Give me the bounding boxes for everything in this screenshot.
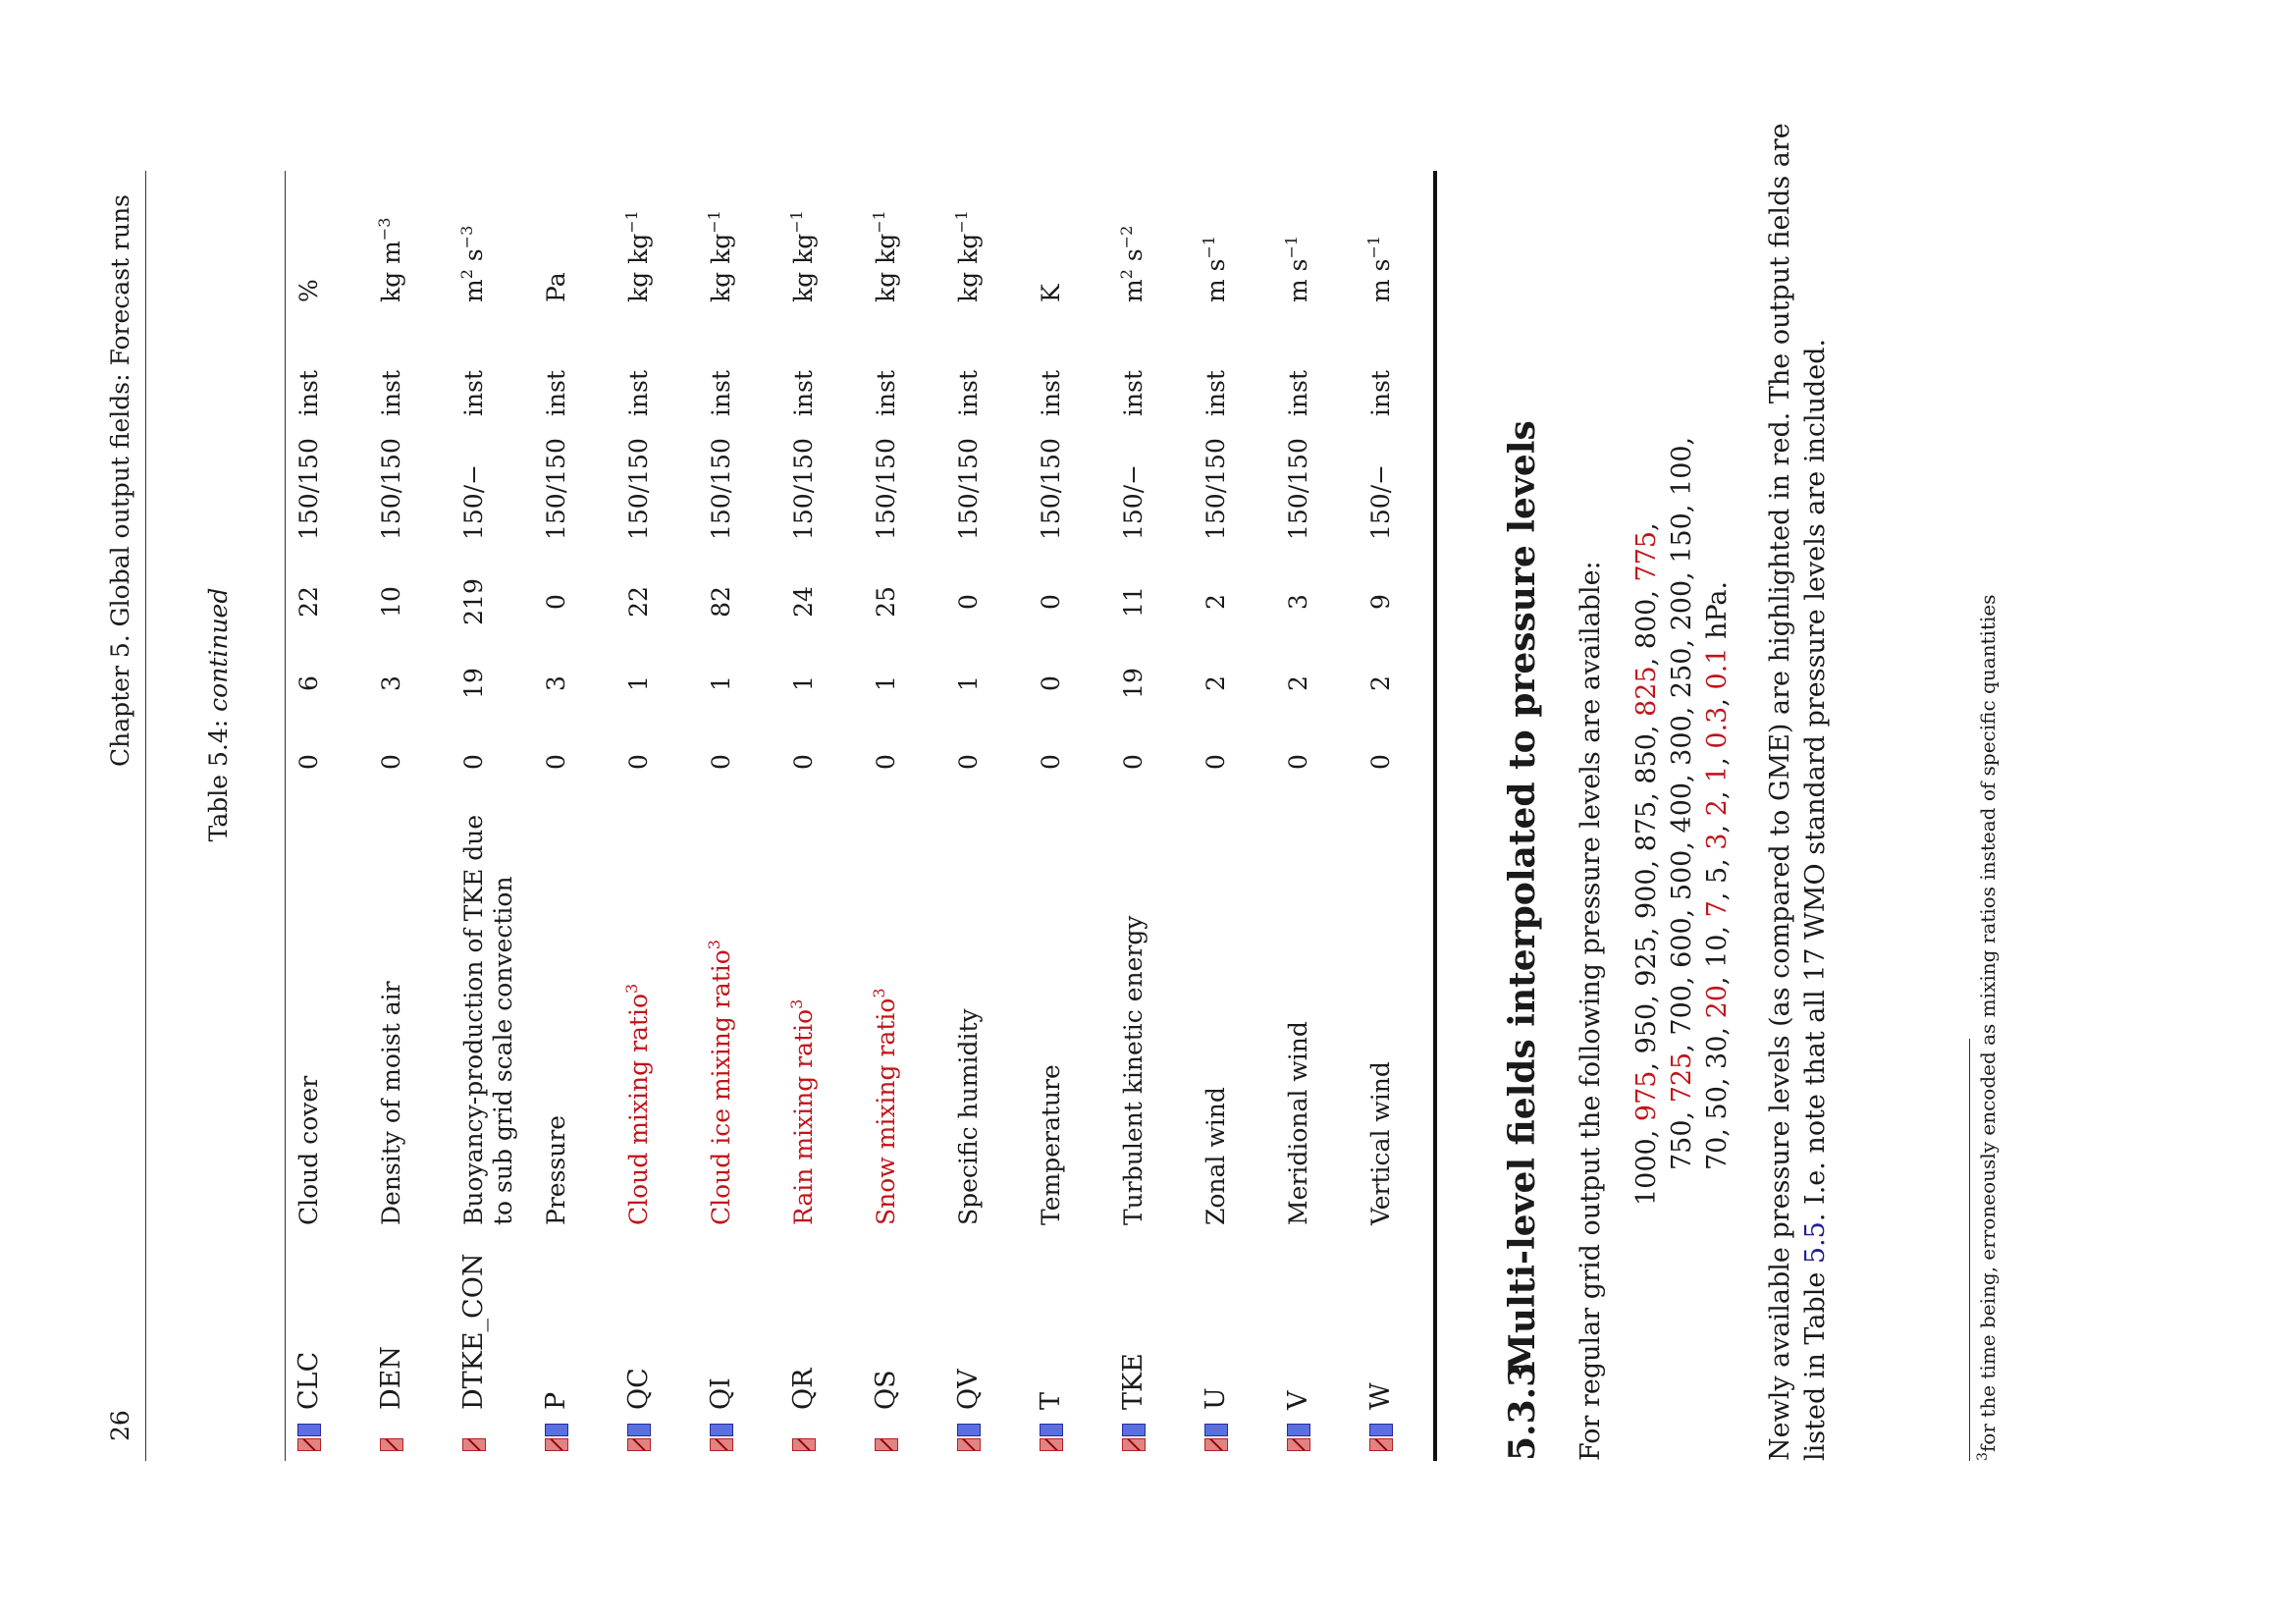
grib-discipline: 0 (624, 754, 653, 770)
unit-text: m s (1284, 258, 1312, 302)
pressure-level-text: , 10, (1702, 917, 1733, 986)
footnote-text: for the time being, erroneously encoded as mixing ratios instead of specific quantities (1976, 594, 2000, 1453)
field-unit (707, 210, 736, 302)
unit-text: kg kg (624, 233, 653, 302)
field-shortname: QS (871, 1370, 901, 1410)
new-pressure-level: 2 (1702, 799, 1733, 817)
grib-number: 82 (707, 586, 735, 618)
field-shortname: DTKE_CON (458, 1253, 489, 1410)
pressure-level-text: , (1702, 782, 1733, 800)
field-unit (789, 210, 819, 302)
table-row (1366, 126, 1449, 1461)
grib-number: 0 (954, 594, 983, 610)
red-hatched-square-icon (1369, 1438, 1393, 1451)
new-pressure-level: 7 (1702, 900, 1733, 918)
grib-discipline: 0 (1037, 754, 1065, 770)
grib-number: 25 (872, 586, 900, 618)
table-reference-link[interactable]: 5.5 (1800, 1221, 1831, 1265)
table-row (707, 126, 789, 1461)
red-hatched-square-icon (792, 1438, 816, 1451)
table-caption (204, 518, 233, 911)
unit-text: kg kg (954, 233, 983, 302)
unit-text: s (459, 248, 488, 270)
grid-availability-icon (1204, 1420, 1228, 1451)
new-pressure-level: 825 (1631, 666, 1662, 717)
unit-text: kg m (377, 241, 405, 302)
blue-square-icon (710, 1424, 733, 1436)
pressure-levels-line (1702, 581, 1733, 1170)
output-type: inst (1366, 370, 1395, 416)
blue-square-icon (627, 1424, 651, 1436)
field-description-text: Zonal wind (1201, 1087, 1230, 1225)
grib-category: 2 (1366, 675, 1395, 691)
new-pressure-level: 975 (1631, 1070, 1662, 1122)
footnote (1976, 595, 2000, 1462)
field-unit (1119, 226, 1148, 302)
pressure-level-text: 1000, (1631, 1121, 1662, 1206)
output-type: inst (542, 370, 570, 416)
field-shortname: V (1283, 1390, 1313, 1410)
pressure-levels-line (1667, 437, 1697, 1170)
field-description-text: Temperature (1037, 1064, 1065, 1225)
new-pressure-level: 0.1 (1702, 647, 1733, 690)
grid-availability-icon (462, 1420, 486, 1451)
output-type: inst (1284, 370, 1312, 416)
field-description-text: Rain mixing ratio (789, 1008, 818, 1225)
field-description (1201, 1087, 1231, 1225)
table-row (542, 126, 624, 1461)
grib-category: 1 (954, 675, 983, 691)
footnote-mark: 3 (1975, 1452, 1991, 1461)
grib-discipline: 0 (872, 754, 900, 770)
section-title: Multi-level fields interpolated to pressure levels (1502, 420, 1543, 1373)
output-time-range: 150/150 (1284, 438, 1312, 540)
output-time-range: 150/− (1366, 463, 1395, 540)
unit-text: s (1119, 248, 1148, 270)
page-number: 26 (106, 1410, 134, 1441)
field-unit (624, 210, 654, 302)
grid-availability-icon (1287, 1420, 1310, 1451)
grid-availability-icon (957, 1420, 981, 1451)
unit-text: m (459, 279, 488, 302)
grib-category: 2 (1201, 675, 1230, 691)
pressure-level-text: , 950, 925, 900, 875, 850, (1631, 716, 1662, 1071)
grib-discipline: 0 (542, 754, 570, 770)
grid-availability-icon (1040, 1420, 1063, 1451)
field-description (1037, 1064, 1066, 1225)
blue-square-icon (1287, 1424, 1310, 1436)
field-unit (459, 226, 489, 302)
pressure-level-text: 70, 50, 30, (1702, 1018, 1733, 1170)
field-shortname: QC (623, 1368, 654, 1410)
field-shortname: U (1201, 1387, 1231, 1410)
grib-number: 22 (294, 586, 323, 618)
pressure-level-text: , (1631, 522, 1662, 531)
footnote-ref: 3 (870, 988, 888, 998)
pressure-level-text: , 700, 600, 500, 400, 300, 250, 200, 150, 100, (1667, 436, 1697, 1052)
grib-category: 19 (459, 668, 488, 699)
unit-text: m (1119, 279, 1148, 302)
red-hatched-square-icon (1040, 1438, 1063, 1451)
red-hatched-square-icon (297, 1438, 321, 1451)
grib-number: 11 (1119, 586, 1148, 618)
unit-exponent: 2 (457, 269, 476, 280)
grib-category: 0 (1037, 675, 1065, 691)
field-description-text: Meridional wind (1284, 1021, 1312, 1225)
field-description-text: Cloud ice mixing ratio (707, 949, 735, 1225)
field-description-text: Buoyancy-production of TKE due (459, 814, 488, 1225)
unit-text: kg kg (707, 233, 735, 302)
red-hatched-square-icon (380, 1438, 403, 1451)
pressure-level-text: , 800, (1631, 581, 1662, 667)
field-description (707, 940, 736, 1225)
grib-discipline: 0 (294, 754, 323, 770)
unit-text: Pa (542, 272, 570, 302)
grib-category: 6 (294, 675, 323, 691)
grid-availability-icon (627, 1420, 651, 1451)
grid-availability-icon (380, 1420, 403, 1451)
blue-square-icon (1369, 1424, 1393, 1436)
output-time-range: 150/− (1119, 463, 1148, 540)
table-caption-continued: continued (204, 587, 233, 712)
field-description-text: Density of moist air (377, 981, 405, 1225)
blue-square-icon (545, 1424, 568, 1436)
table-caption-label: Table 5.4: (204, 719, 233, 842)
grib-number: 9 (1366, 594, 1395, 610)
table-row (459, 126, 542, 1461)
red-hatched-square-icon (545, 1438, 568, 1451)
red-hatched-square-icon (1287, 1438, 1310, 1451)
output-time-range: 150/150 (954, 438, 983, 540)
grib-number: 24 (789, 586, 818, 618)
unit-text: kg kg (789, 233, 818, 302)
table-row (624, 126, 707, 1461)
unit-exponent: −3 (375, 217, 394, 242)
header-rule (145, 171, 146, 1461)
grib-discipline: 0 (377, 754, 405, 770)
output-type: inst (377, 370, 405, 416)
footnote-ref: 3 (787, 998, 806, 1009)
field-unit (294, 279, 324, 302)
output-type: inst (1119, 370, 1148, 416)
field-shortname: QR (788, 1368, 819, 1410)
grid-availability-icon (1122, 1420, 1146, 1451)
pressure-level-text: 750, (1667, 1103, 1697, 1170)
field-description (459, 815, 518, 1225)
field-description (624, 984, 654, 1225)
grid-availability-icon (792, 1420, 816, 1451)
pressure-level-text: , (1702, 689, 1733, 707)
field-description (294, 1076, 324, 1225)
table-row (1037, 126, 1119, 1461)
unit-exponent: −1 (705, 210, 723, 234)
field-shortname: CLC (294, 1351, 324, 1410)
grib-number: 3 (1284, 594, 1312, 610)
red-hatched-square-icon (1122, 1438, 1146, 1451)
field-shortname: W (1365, 1382, 1396, 1410)
paragraph-text: . I.e. note that all 17 WMO standard pressure levels are included. (1800, 338, 1831, 1222)
red-hatched-square-icon (462, 1438, 486, 1451)
field-description-text: to sub grid scale convection (489, 876, 517, 1225)
table-row (872, 126, 954, 1461)
unit-exponent: −3 (457, 225, 476, 249)
output-time-range: 150/150 (542, 438, 570, 540)
output-time-range: 150/150 (1037, 438, 1065, 540)
grib-discipline: 0 (954, 754, 983, 770)
output-type: inst (954, 370, 983, 416)
field-shortname: P (541, 1391, 571, 1410)
unit-exponent: −2 (1117, 225, 1136, 249)
red-hatched-square-icon (710, 1438, 733, 1451)
field-description (1119, 915, 1148, 1225)
grib-number: 22 (624, 586, 653, 618)
grib-discipline: 0 (789, 754, 818, 770)
unit-text: K (1037, 284, 1065, 302)
grib-category: 1 (707, 675, 735, 691)
field-description-text: Pressure (542, 1114, 570, 1225)
grib-discipline: 0 (1119, 754, 1148, 770)
grid-availability-icon (545, 1420, 568, 1451)
field-description (954, 1008, 984, 1225)
unit-exponent: −1 (787, 210, 806, 234)
field-description-text: Vertical wind (1366, 1061, 1395, 1225)
field-shortname: QI (706, 1377, 736, 1410)
unit-exponent: −1 (622, 210, 641, 234)
footnote-ref: 3 (705, 940, 723, 950)
grib-category: 3 (377, 675, 405, 691)
field-shortname: TKE (1118, 1353, 1148, 1410)
new-pressure-level: 1 (1702, 765, 1733, 782)
field-description-text: Turbulent kinetic energy (1119, 915, 1148, 1225)
unit-exponent: 2 (1117, 269, 1136, 280)
output-time-range: 150/150 (377, 438, 405, 540)
output-type: inst (1201, 370, 1230, 416)
field-description (1284, 1021, 1313, 1225)
field-unit (377, 218, 406, 302)
field-unit (1037, 284, 1066, 302)
footnote-rule (1969, 1039, 1970, 1461)
grib-category: 2 (1284, 675, 1312, 691)
field-description-text: Cloud mixing ratio (624, 993, 653, 1225)
pressure-level-text: hPa. (1702, 580, 1733, 648)
unit-exponent: −1 (1200, 235, 1218, 259)
grib-discipline: 0 (1284, 754, 1312, 770)
grib-category: 1 (789, 675, 818, 691)
unit-exponent: −1 (952, 210, 971, 234)
table-row (294, 126, 377, 1461)
table-row (1201, 126, 1284, 1461)
field-unit (954, 210, 984, 302)
pressure-level-text: , (1702, 748, 1733, 766)
new-pressure-level: 3 (1702, 833, 1733, 850)
field-description (789, 999, 819, 1225)
output-time-range: 150/150 (789, 438, 818, 540)
grid-availability-icon (875, 1420, 898, 1451)
blue-square-icon (297, 1424, 321, 1436)
output-type: inst (459, 370, 488, 416)
grib-discipline: 0 (707, 754, 735, 770)
paragraph-text: listed in Table (1800, 1264, 1831, 1461)
new-pressure-level: 775 (1631, 530, 1662, 582)
blue-square-icon (1204, 1424, 1228, 1436)
grib-number: 10 (377, 586, 405, 618)
new-pressure-level: 0.3 (1702, 706, 1733, 749)
unit-text: kg kg (872, 233, 900, 302)
footnote-ref: 3 (622, 983, 641, 994)
output-time-range: 150/150 (707, 438, 735, 540)
blue-square-icon (957, 1424, 981, 1436)
field-description-text: Specific humidity (954, 1008, 983, 1225)
field-unit (1366, 236, 1396, 302)
grid-availability-icon (297, 1420, 321, 1451)
new-pressure-level: 725 (1667, 1052, 1697, 1104)
output-time-range: 150/150 (1201, 438, 1230, 540)
unit-text: m s (1201, 258, 1230, 302)
output-type: inst (294, 370, 323, 416)
field-shortname: DEN (376, 1346, 406, 1410)
blue-square-icon (1122, 1424, 1146, 1436)
output-time-range: 150/150 (872, 438, 900, 540)
output-type: inst (707, 370, 735, 416)
output-type: inst (1037, 370, 1065, 416)
grib-category: 1 (872, 675, 900, 691)
grib-number: 0 (542, 594, 570, 610)
paragraph-line: Newly available pressure levels (as compared to GME) are highlighted in red. The output fields are (1765, 123, 1795, 1461)
unit-exponent: −1 (1364, 235, 1383, 259)
table-row (954, 126, 1037, 1461)
chapter-title: Chapter 5. Global output fields: Forecast runs (106, 194, 134, 767)
red-hatched-square-icon (875, 1438, 898, 1451)
section-number: 5.3.3 (1502, 1362, 1543, 1461)
field-description (377, 981, 406, 1225)
pressure-levels-line (1631, 522, 1662, 1206)
section-intro: For regular grid output the following pressure levels are available: (1575, 561, 1606, 1461)
grib-discipline: 0 (1366, 754, 1395, 770)
field-unit (542, 272, 571, 302)
pressure-level-text: , (1702, 816, 1733, 834)
field-unit (1284, 236, 1313, 302)
grid-availability-icon (1369, 1420, 1393, 1451)
grib-category: 19 (1119, 668, 1148, 699)
grib-category: 3 (542, 675, 570, 691)
grib-number: 2 (1201, 594, 1230, 610)
output-type: inst (872, 370, 900, 416)
grib-number: 0 (1037, 594, 1065, 610)
field-description (872, 988, 901, 1225)
grid-availability-icon (710, 1420, 733, 1451)
pressure-level-text: , 5, (1702, 849, 1733, 901)
red-hatched-square-icon (957, 1438, 981, 1451)
table-top-rule (285, 171, 286, 1461)
field-unit (872, 210, 901, 302)
unit-text: m s (1366, 258, 1395, 302)
field-description (1366, 1061, 1396, 1225)
output-time-range: 150/150 (624, 438, 653, 540)
field-description-text: Cloud cover (294, 1075, 323, 1225)
output-time-range: 150/150 (294, 438, 323, 540)
field-shortname: QV (953, 1369, 984, 1410)
output-type: inst (624, 370, 653, 416)
field-shortname: T (1036, 1391, 1066, 1410)
red-hatched-square-icon (627, 1438, 651, 1451)
paragraph-line (1800, 339, 1831, 1461)
output-type: inst (789, 370, 818, 416)
field-description (542, 1115, 571, 1225)
grib-discipline: 0 (1201, 754, 1230, 770)
table-row (1119, 126, 1201, 1461)
red-hatched-square-icon (1204, 1438, 1228, 1451)
grib-discipline: 0 (459, 754, 488, 770)
new-pressure-level: 20 (1702, 985, 1733, 1019)
table-row (789, 126, 872, 1461)
field-unit (1201, 236, 1231, 302)
field-description-text: Snow mixing ratio (872, 998, 900, 1225)
output-time-range: 150/− (459, 463, 488, 540)
table-row (1284, 126, 1366, 1461)
blue-square-icon (1040, 1424, 1063, 1436)
table-row (377, 126, 459, 1461)
unit-exponent: −1 (870, 210, 888, 234)
unit-text: % (294, 279, 323, 302)
grib-number: 219 (459, 578, 488, 625)
grib-category: 1 (624, 675, 653, 691)
unit-exponent: −1 (1282, 235, 1301, 259)
